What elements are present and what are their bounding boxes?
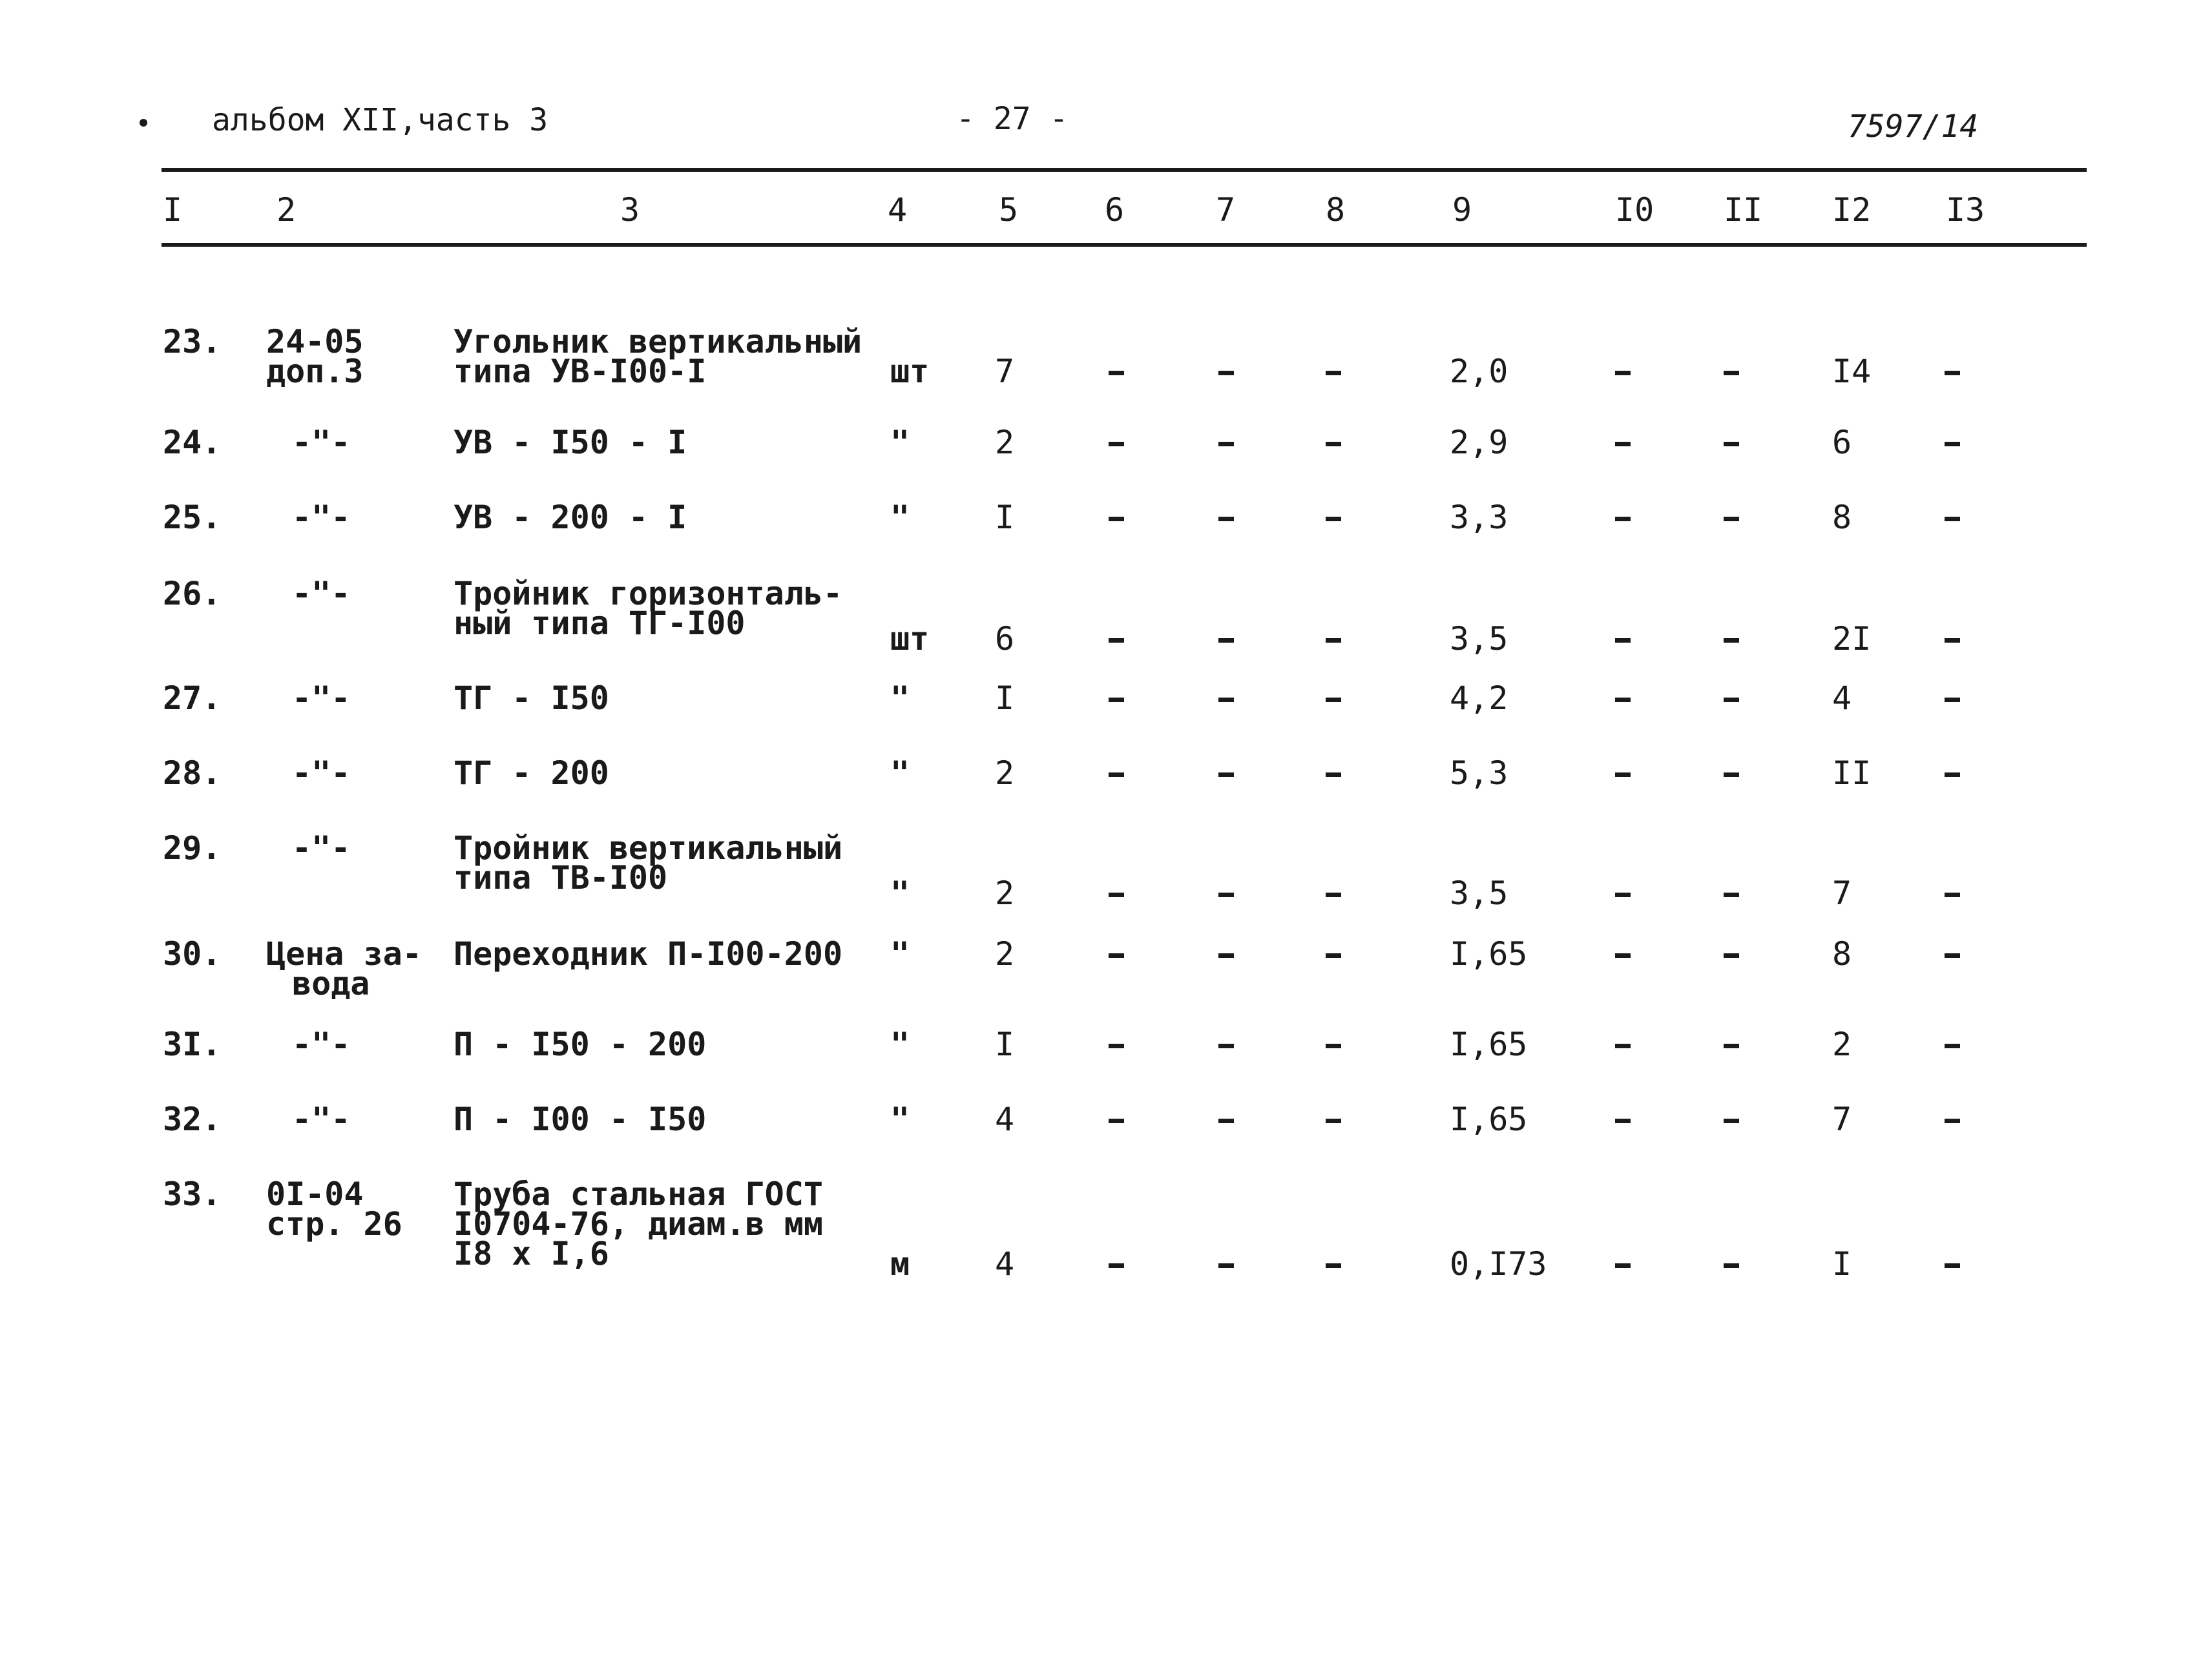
- row-number: 33.: [163, 1176, 222, 1213]
- empty-cell-dash: [1218, 893, 1234, 897]
- empty-cell-dash: [1945, 1263, 1960, 1268]
- empty-cell-dash: [1326, 893, 1341, 897]
- item-description: I0704-76, диам.в мм: [454, 1205, 823, 1243]
- empty-cell-dash: [1109, 772, 1124, 777]
- unit-weight: 4,2: [1450, 679, 1508, 717]
- item-description: ный типа ТГ-I00: [454, 605, 746, 642]
- unit: ": [890, 424, 910, 461]
- source-reference: -"-: [292, 424, 351, 461]
- source-reference: 0I-04: [266, 1176, 364, 1213]
- row-number: 24.: [163, 424, 222, 461]
- empty-cell-dash: [1326, 1263, 1341, 1268]
- source-reference: -"-: [292, 679, 351, 717]
- empty-cell-dash: [1945, 442, 1960, 446]
- empty-cell-dash: [1109, 371, 1124, 375]
- row-number: 23.: [163, 323, 222, 360]
- unit: ": [890, 754, 910, 792]
- empty-cell-dash: [1109, 893, 1124, 897]
- unit: шт: [890, 620, 930, 658]
- row-number: 3I.: [163, 1026, 222, 1063]
- empty-cell-dash: [1615, 442, 1631, 446]
- item-description: I8 х I,6: [454, 1235, 609, 1272]
- total-weight: 4: [1832, 679, 1852, 717]
- unit: ": [890, 499, 910, 536]
- empty-cell-dash: [1615, 1044, 1631, 1048]
- empty-cell-dash: [1945, 1119, 1960, 1123]
- empty-cell-dash: [1945, 371, 1960, 375]
- empty-cell-dash: [1326, 772, 1341, 777]
- empty-cell-dash: [1218, 1263, 1234, 1268]
- row-number: 28.: [163, 754, 222, 792]
- source-reference: -"-: [292, 499, 351, 536]
- column-number: 3: [620, 191, 640, 229]
- empty-cell-dash: [1945, 1044, 1960, 1048]
- unit-weight: 0,I73: [1450, 1245, 1547, 1283]
- empty-cell-dash: [1326, 517, 1341, 521]
- total-weight: I4: [1832, 353, 1872, 390]
- item-description: Тройник вертикальный: [454, 829, 843, 867]
- quantity: 2: [995, 424, 1015, 461]
- empty-cell-dash: [1724, 1119, 1739, 1123]
- empty-cell-dash: [1615, 371, 1631, 375]
- source-reference: Цена за-: [266, 935, 422, 973]
- empty-cell-dash: [1326, 371, 1341, 375]
- source-reference: -"-: [292, 1101, 351, 1138]
- item-description: УВ - I50 - I: [454, 424, 687, 461]
- column-number: I3: [1946, 191, 1985, 229]
- empty-cell-dash: [1218, 371, 1234, 375]
- quantity: 2: [995, 875, 1015, 912]
- top-rule: [162, 168, 2087, 172]
- empty-cell-dash: [1945, 698, 1960, 702]
- source-reference: -"-: [292, 1026, 351, 1063]
- quantity: 6: [995, 620, 1015, 658]
- quantity: I: [995, 1026, 1015, 1063]
- total-weight: 2I: [1832, 620, 1872, 658]
- quantity: 2: [995, 754, 1015, 792]
- total-weight: I: [1832, 1245, 1852, 1283]
- empty-cell-dash: [1615, 638, 1631, 643]
- empty-cell-dash: [1724, 517, 1739, 521]
- unit: ": [890, 1026, 910, 1063]
- unit-weight: 3,3: [1450, 499, 1508, 536]
- empty-cell-dash: [1109, 953, 1124, 958]
- column-number: I0: [1615, 191, 1654, 229]
- empty-cell-dash: [1615, 893, 1631, 897]
- empty-cell-dash: [1218, 698, 1234, 702]
- unit-weight: 5,3: [1450, 754, 1508, 792]
- empty-cell-dash: [1945, 953, 1960, 958]
- empty-cell-dash: [1218, 517, 1234, 521]
- empty-cell-dash: [1326, 638, 1341, 643]
- item-description: ТГ - 200: [454, 754, 609, 792]
- total-weight: II: [1832, 754, 1872, 792]
- empty-cell-dash: [1945, 517, 1960, 521]
- quantity: I: [995, 679, 1015, 717]
- empty-cell-dash: [1218, 442, 1234, 446]
- column-number: I: [163, 191, 183, 229]
- column-number: 5: [999, 191, 1019, 229]
- source-reference: доп.3: [266, 353, 364, 390]
- empty-cell-dash: [1109, 442, 1124, 446]
- empty-cell-dash: [1615, 953, 1631, 958]
- column-number: 7: [1216, 191, 1236, 229]
- empty-cell-dash: [1724, 698, 1739, 702]
- empty-cell-dash: [1218, 1044, 1234, 1048]
- total-weight: 6: [1832, 424, 1852, 461]
- empty-cell-dash: [1326, 1119, 1341, 1123]
- item-description: Труба стальная ГОСТ: [454, 1176, 823, 1213]
- item-description: типа УВ-I00-I: [454, 353, 707, 390]
- unit: м: [890, 1245, 910, 1283]
- unit: ": [890, 875, 910, 912]
- unit-weight: 3,5: [1450, 620, 1508, 658]
- empty-cell-dash: [1724, 893, 1739, 897]
- empty-cell-dash: [1326, 698, 1341, 702]
- empty-cell-dash: [1945, 893, 1960, 897]
- empty-cell-dash: [1615, 1263, 1631, 1268]
- unit-weight: 2,0: [1450, 353, 1508, 390]
- unit: ": [890, 935, 910, 973]
- row-number: 25.: [163, 499, 222, 536]
- album-title: альбом XII,часть 3: [212, 102, 548, 138]
- total-weight: 8: [1832, 935, 1852, 973]
- source-reference: -"-: [292, 575, 351, 612]
- page-number: - 27 -: [956, 101, 1069, 137]
- empty-cell-dash: [1724, 1263, 1739, 1268]
- source-reference: 24-05: [266, 323, 364, 360]
- empty-cell-dash: [1109, 1263, 1124, 1268]
- item-description: Угольник вертикальный: [454, 323, 862, 360]
- page-bullet: [140, 119, 147, 127]
- quantity: 4: [995, 1245, 1015, 1283]
- column-number: 9: [1452, 191, 1472, 229]
- total-weight: 7: [1832, 875, 1852, 912]
- empty-cell-dash: [1945, 772, 1960, 777]
- empty-cell-dash: [1615, 698, 1631, 702]
- empty-cell-dash: [1615, 1119, 1631, 1123]
- empty-cell-dash: [1724, 953, 1739, 958]
- item-description: Переходник П-I00-200: [454, 935, 843, 973]
- document-number: 7597/14: [1848, 109, 1979, 145]
- empty-cell-dash: [1724, 371, 1739, 375]
- empty-cell-dash: [1724, 1044, 1739, 1048]
- empty-cell-dash: [1109, 517, 1124, 521]
- column-number: 2: [276, 191, 297, 229]
- unit-weight: 2,9: [1450, 424, 1508, 461]
- empty-cell-dash: [1218, 638, 1234, 643]
- unit: ": [890, 1101, 910, 1138]
- quantity: 7: [995, 353, 1015, 390]
- source-reference: -"-: [292, 754, 351, 792]
- source-reference: -"-: [292, 829, 351, 867]
- total-weight: 2: [1832, 1026, 1852, 1063]
- empty-cell-dash: [1945, 638, 1960, 643]
- row-number: 29.: [163, 829, 222, 867]
- column-number: 6: [1105, 191, 1125, 229]
- unit-weight: I,65: [1450, 935, 1528, 973]
- total-weight: 8: [1832, 499, 1852, 536]
- empty-cell-dash: [1326, 1044, 1341, 1048]
- empty-cell-dash: [1218, 1119, 1234, 1123]
- quantity: I: [995, 499, 1015, 536]
- item-description: П - I50 - 200: [454, 1026, 707, 1063]
- source-reference: вода: [292, 965, 370, 1002]
- empty-cell-dash: [1326, 953, 1341, 958]
- item-description: типа ТВ-I00: [454, 859, 668, 896]
- item-description: Тройник горизонталь-: [454, 575, 843, 612]
- column-number: 8: [1326, 191, 1346, 229]
- item-description: УВ - 200 - I: [454, 499, 687, 536]
- unit: ": [890, 679, 910, 717]
- empty-cell-dash: [1615, 772, 1631, 777]
- unit-weight: I,65: [1450, 1026, 1528, 1063]
- empty-cell-dash: [1109, 1119, 1124, 1123]
- quantity: 2: [995, 935, 1015, 973]
- empty-cell-dash: [1218, 953, 1234, 958]
- row-number: 30.: [163, 935, 222, 973]
- empty-cell-dash: [1109, 1044, 1124, 1048]
- unit-weight: 3,5: [1450, 875, 1508, 912]
- empty-cell-dash: [1326, 442, 1341, 446]
- quantity: 4: [995, 1101, 1015, 1138]
- empty-cell-dash: [1724, 442, 1739, 446]
- column-number: II: [1724, 191, 1763, 229]
- column-number: I2: [1832, 191, 1872, 229]
- column-number: 4: [888, 191, 908, 229]
- empty-cell-dash: [1218, 772, 1234, 777]
- empty-cell-dash: [1615, 517, 1631, 521]
- empty-cell-dash: [1724, 772, 1739, 777]
- row-number: 27.: [163, 679, 222, 717]
- item-description: ТГ - I50: [454, 679, 609, 717]
- empty-cell-dash: [1109, 638, 1124, 643]
- total-weight: 7: [1832, 1101, 1852, 1138]
- item-description: П - I00 - I50: [454, 1101, 707, 1138]
- column-header-rule: [162, 243, 2087, 247]
- empty-cell-dash: [1724, 638, 1739, 643]
- row-number: 32.: [163, 1101, 222, 1138]
- unit: шт: [890, 353, 930, 390]
- source-reference: стр. 26: [266, 1205, 402, 1243]
- row-number: 26.: [163, 575, 222, 612]
- unit-weight: I,65: [1450, 1101, 1528, 1138]
- empty-cell-dash: [1109, 698, 1124, 702]
